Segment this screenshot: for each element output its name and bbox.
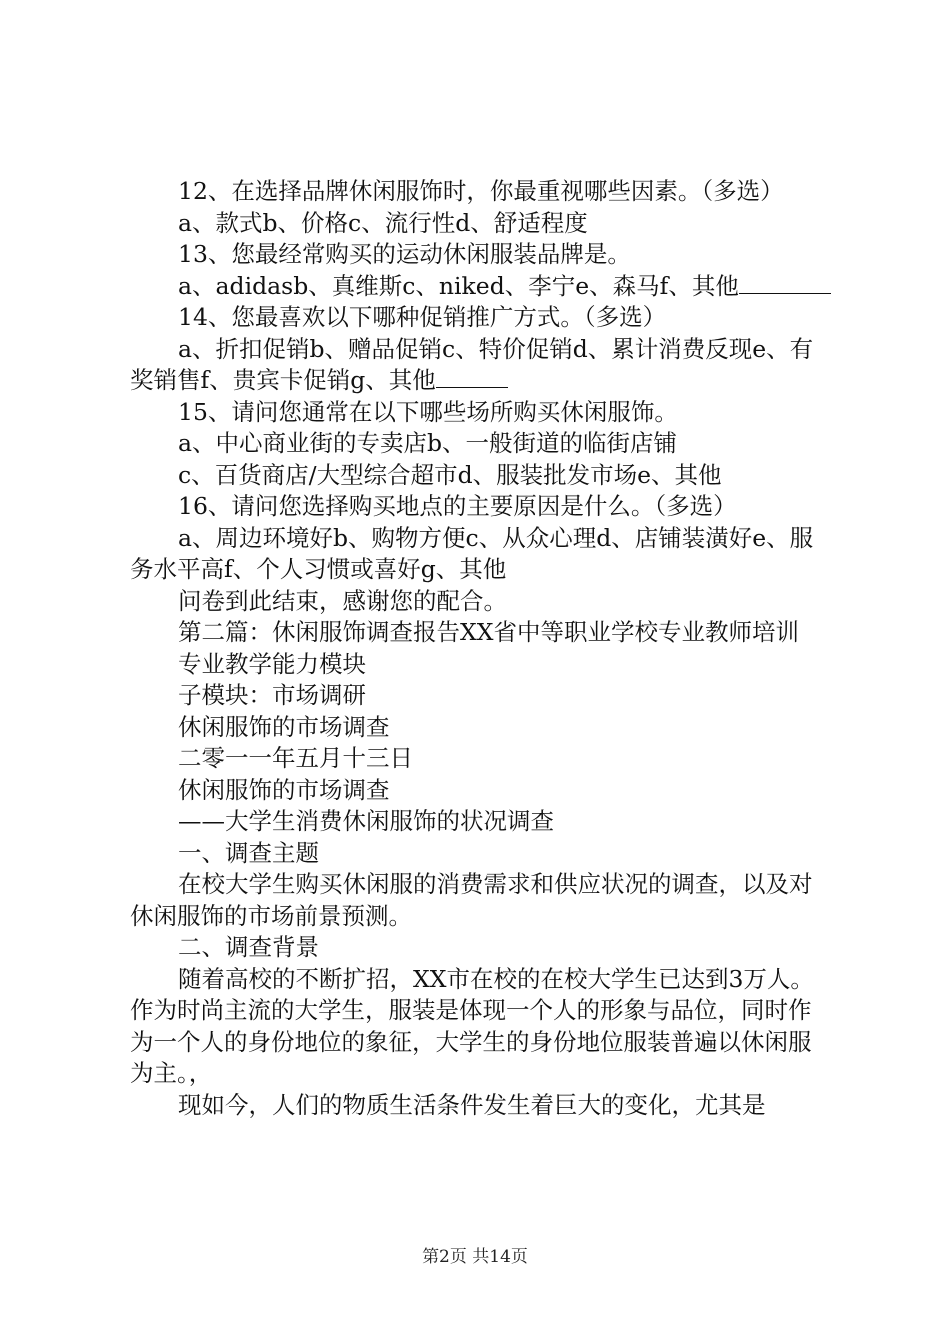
options-15-line-2: c、百货商店/大型综合超市d、服装批发市场e、其他	[178, 460, 722, 489]
document-body	[130, 176, 832, 1121]
report-title-repeat: 休闲服饰的市场调查	[178, 775, 390, 804]
question-16: 16、请问您选择购买地点的主要原因是什么。（多选）	[178, 492, 737, 520]
survey-closing: 问卷到此结束，感谢您的配合。	[178, 586, 507, 615]
section-two-heading: 第二篇：休闲服饰调查报告XX省中等职业学校专业教师培训	[178, 618, 799, 646]
heading-survey-theme: 一、调查主题	[178, 838, 319, 867]
options-13	[130, 271, 832, 303]
paragraph-background-1: 随着高校的不断扩招，XX市在校的在校大学生已达到3万人。作为时尚主流的大学生，服装是体现一个人的形象与品位，同时作为一个人的身份地位的象征，大学生的身份地位服装普遍以休闲服为主。，	[130, 964, 814, 1087]
question-13: 13、您最经常购买的运动休闲服装品牌是。	[178, 240, 631, 268]
module-title: 专业教学能力模块	[178, 649, 366, 678]
fill-blank-14	[436, 386, 508, 388]
paragraph-background-2: 现如今，人们的物质生活条件发生着巨大的变化，尤其是	[178, 1090, 766, 1119]
fill-blank-13-continued	[809, 292, 831, 294]
options-16: a、周边环境好b、购物方便c、从众心理d、店铺装潢好e、服务水平高f、个人习惯或喜好g、其他	[130, 523, 814, 583]
fill-blank-13	[739, 292, 809, 294]
report-subtitle: ——大学生消费休闲服饰的状况调查	[178, 807, 554, 835]
paragraph-survey-theme: 在校大学生购买休闲服的消费需求和供应状况的调查，以及对休闲服饰的市场前景预测。	[130, 870, 813, 930]
options-12: a、款式b、价格c、流行性d、舒适程度	[178, 208, 588, 237]
heading-survey-background: 二、调查背景	[178, 933, 319, 961]
options-14-text: a、折扣促销b、赠品促销c、特价促销d、累计消费反现e、有奖销售f、贵宾卡促销g、其他	[130, 334, 814, 394]
options-13-text: a、adidasb、真维斯c、niked、李宁e、森马f、其他	[178, 271, 739, 300]
report-title: 休闲服饰的市场调查	[178, 712, 390, 741]
options-14	[130, 334, 832, 397]
options-15-line-1: a、中心商业街的专卖店b、一般街道的临街店铺	[178, 429, 678, 457]
question-15: 15、请问您通常在以下哪些场所购买休闲服饰。	[178, 397, 678, 426]
question-14: 14、您最喜欢以下哪种促销推广方式。（多选）	[178, 303, 667, 331]
page-footer: 第2页 共14页	[422, 1247, 528, 1267]
question-12: 12、在选择品牌休闲服饰时，你最重视哪些因素。（多选）	[178, 177, 784, 205]
report-date: 二零一一年五月十三日	[178, 744, 413, 772]
submodule-title: 子模块：市场调研	[178, 681, 366, 709]
